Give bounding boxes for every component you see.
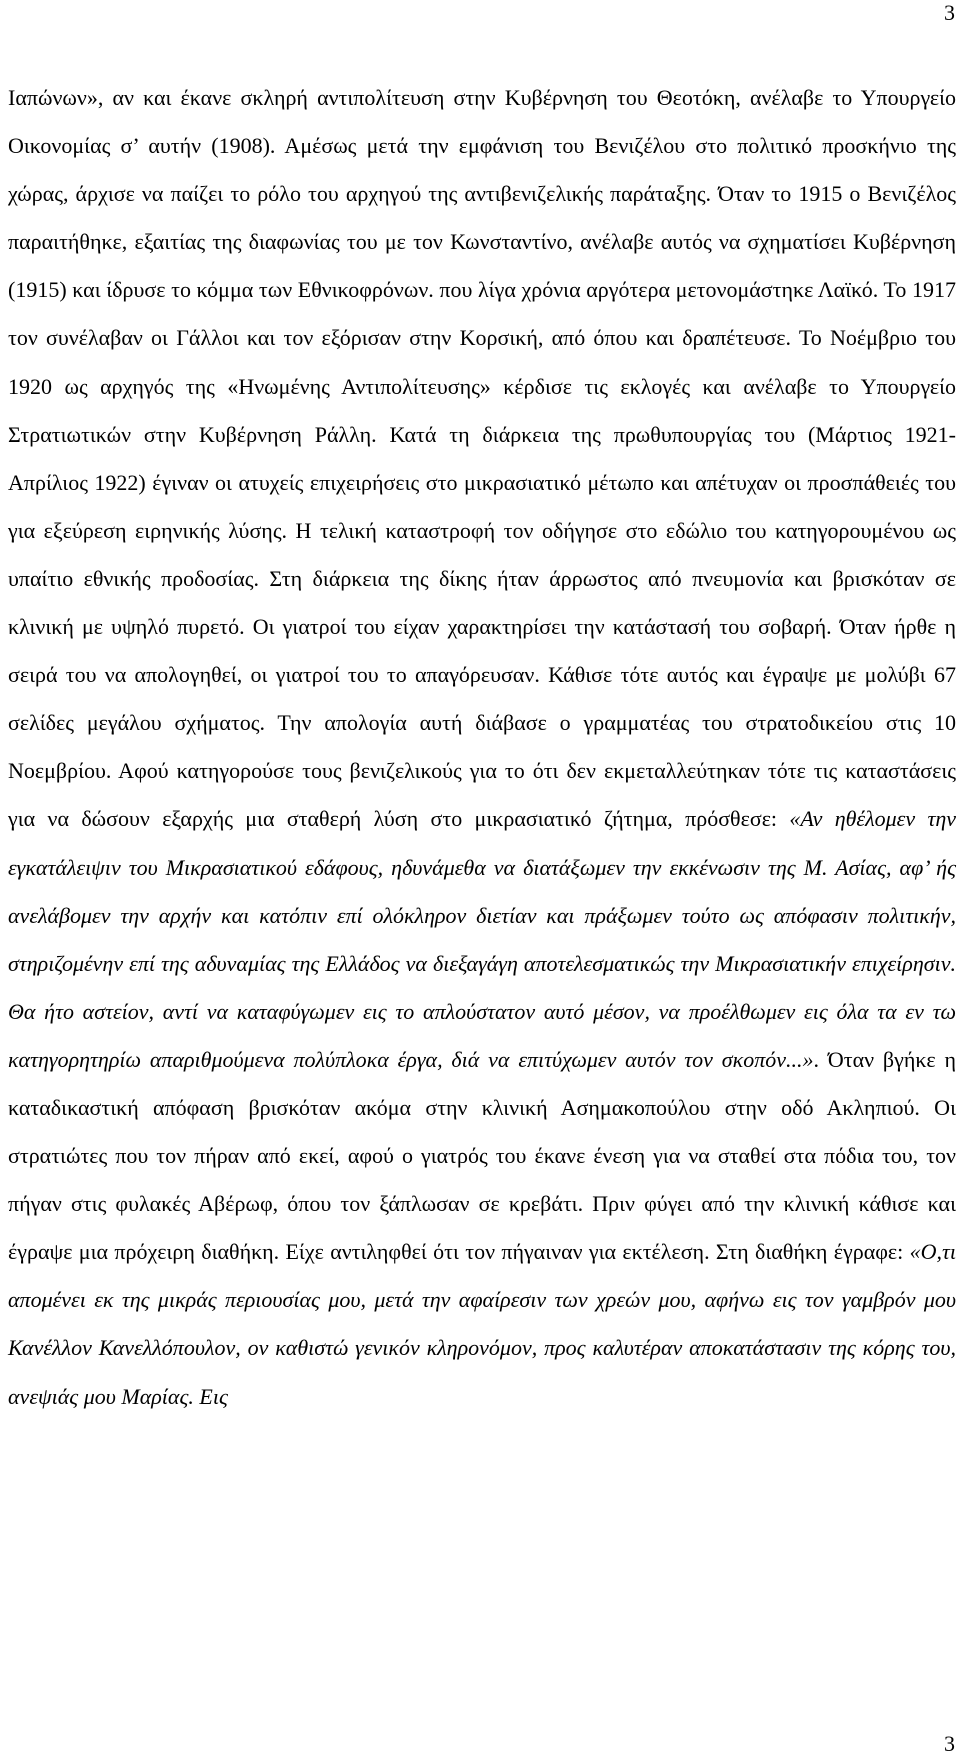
quotation-will: «Ο,τι απομένει εκ της μικράς περιουσίας μου, μετά την αφαίρεσιν των χρεών μου, αφήνω εις τον γαμβρόν μου Κανέλλον Κανελλόπουλον, ον καθιστώ γενικόν κληρονόμον, προς καλυτέραν αποκατάστασιν της κόρης του, ανεψιάς μου Μαρίας. Εις	[8, 1239, 956, 1409]
text-segment-1: Ιαπώνων», αν και έκανε σκληρή αντιπολίτευση στην Κυβέρνηση του Θεοτόκη, ανέλαβε το Υπουργείο Οικονομίας σ’ αυτήν (1908). Αμέσως μετά την εμφάνιση του Βενιζέλου στο πολιτικό προσκήνιο της χώρας, άρχισε να παίζει το ρόλο του αρχηγού της αντιβενιζελικής παράταξης. Όταν το 1915 ο Βενιζέλος παραιτήθηκε, εξαιτίας της διαφωνίας του με τον Κωνσταντίνο, ανέλαβε αυτός να σχηματίσει Κυβέρνηση (1915) και ίδρυσε το κόμμα των Εθνικοφρόνων. που λίγα χρόνια αργότερα μετονομάστηκε Λαϊκό. Το 1917 τον συνέλαβαν οι Γάλλοι και τον εξόρισαν στην Κορσική, από όπου και δραπέτευσε. Το Νοέμβριο του 1920 ως αρχηγός της «Ηνωμένης Αντιπολίτευσης» κέρδισε τις εκλογές και ανέλαβε το Υπουργείο Στρατιωτικών στην Κυβέρνηση Ράλλη. Κατά τη διάρκεια της πρωθυπουργίας του (Μάρτιος 1921- Απρίλιος 1922) έγιναν οι ατυχείς επιχειρήσεις στο μικρασιατικό μέτωπο και απέτυχαν οι προσπάθειές του για εξεύρεση ειρηνικής λύσης. Η τελική καταστροφή τον οδήγησε στο εδώλιο του κατηγορουμένου ως υπαίτιο εθνικής προδοσίας. Στη διάρκεια της δίκης ήταν άρρωστος από πνευμονία και βρισκόταν σε κλινική με υψηλό πυρετό. Οι γιατροί του είχαν χαρακτηρίσει την κατάστασή του σοβαρή. Όταν ήρθε η σειρά του να απολογηθεί, οι γιατροί του το απαγόρευσαν. Κάθισε τότε αυτός και έγραψε με μολύβι 67 σελίδες μεγάλου σχήματος. Την απολογία αυτή διάβασε ο γραμματέας του στρατοδικείου στις 10 Νοεμβρίου. Αφού κατηγορούσε τους βενιζελικούς για το ότι δεν εκμεταλλεύτηκαν τότε τις καταστάσεις για να δώσουν εξαρχής μια σταθερή λύση στο μικρασιατικό ζήτημα, πρόσθεσε:	[8, 85, 956, 832]
page-number-bottom: 3	[944, 1731, 955, 1756]
text-segment-2: . Όταν βγήκε η καταδικαστική απόφαση βρισκόταν ακόμα στην κλινική Ασημακοπούλου στην οδό Ακληπιού. Οι στρατιώτες που τον πήραν από εκεί, αφού ο γιατρός του έκανε ένεση για να σταθεί στα πόδια του, τον πήγαν στις φυλακές Αβέρωφ, όπου τον ξάπλωσαν σε κρεβάτι. Πριν φύγει από την κλινική κάθισε και έγραψε μια πρόχειρη διαθήκη. Είχε αντιληφθεί ότι τον πήγαιναν για εκτέλεση. Στη διαθήκη έγραφε:	[8, 1046, 956, 1265]
quotation-apology: «Αν ηθέλομεν την εγκατάλειψιν του Μικρασιατικού εδάφους, ηδυνάμεθα να διατάξωμεν την εκκένωσιν της Μ. Ασίας, αφ’ ής ανελάβομεν την αρχήν και κατόπιν επί ολόκληρον διετίαν και πράξωμεν τούτο ως απόφασιν πολιτικήν, στηριζομένην επί της αδυναμίας της Ελλάδος να διεξαγάγη αποτελεσματικώς την Μικρασιατικήν επιχείρησιν. Θα ήτο αστείον, αντί να καταφύγωμεν εις το απλούστατον αυτό μέσον, να προέλθωμεν εις όλα τα εν τω κατηγορητηρίω απαριθμούμενα πολύπλοκα έργα, διά να επιτύχωμεν αυτόν τον σκοπόν...»	[8, 806, 957, 1072]
page-number-top: 3	[944, 0, 955, 25]
body-paragraph	[8, 74, 956, 1421]
